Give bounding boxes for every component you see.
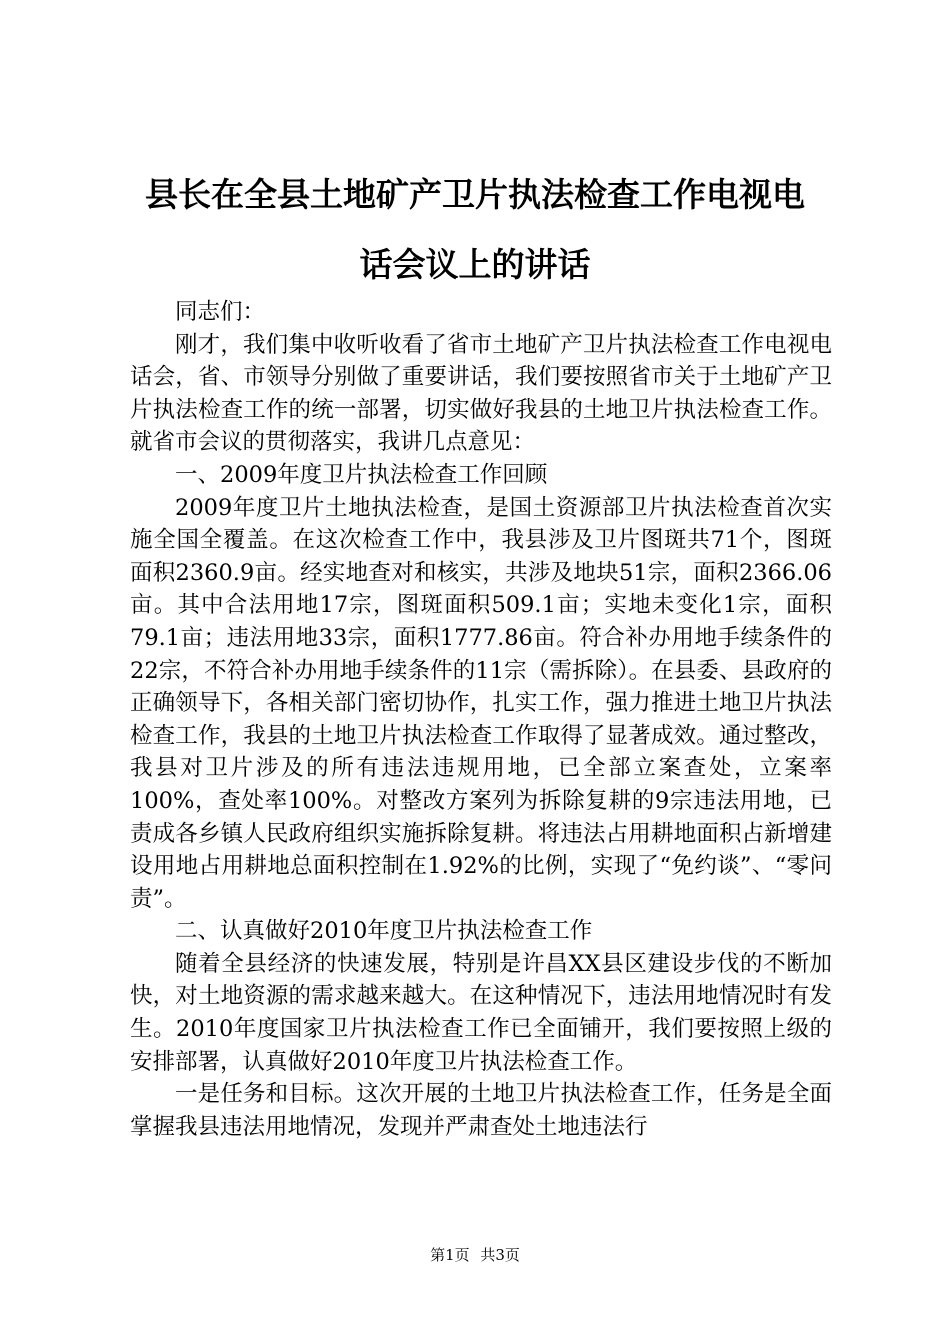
document-title-line-1: 县长在全县土地矿产卫片执法检查工作电视电 <box>145 175 805 214</box>
page-footer <box>0 1245 950 1265</box>
salutation: 同志们： <box>175 299 266 325</box>
paragraph-intro: 刚才，我们集中收听收看了省市土地矿产卫片执法检查工作电视电话会，省、市领导分别做了重要讲话，我们要按照省市关于土地矿产卫片执法检查工作的统一部署，切实做好我县的土地卫片执法检查工作。就省市会议的贯彻落实，我讲几点意见： <box>130 331 832 456</box>
document-title-line-2: 话会议上的讲话 <box>359 245 591 284</box>
page-number: 第1页 <box>430 1246 470 1264</box>
paragraph-context: 随着全县经济的快速发展，特别是许昌XX县区建设步伐的不断加快，对土地资源的需求越来越大。在这种情况下，违法用地情况时有发生。2010年度国家卫片执法检查工作已全面铺开，我们要按照上级的安排部署，认真做好2010年度卫片执法检查工作。 <box>130 950 832 1075</box>
document-body <box>130 296 832 1143</box>
section-heading-1: 一、2009年度卫片执法检查工作回顾 <box>175 461 548 488</box>
page-total: 共3页 <box>480 1246 520 1264</box>
paragraph-review: 2009年度卫片土地执法检查，是国土资源部卫片执法检查首次实施全国全覆盖。在这次检查工作中，我县涉及卫片图斑共71个，图斑面积2360.9亩。经实地查对和核实，共涉及地块51宗，面积2366.06亩。其中合法用地17宗，图斑面积509.1亩；实地未变化1宗，面积79.1亩；违法用地33宗，面积1777.86亩。符合补办用地手续条件的22宗，不符合补办用地手续条件的11宗（需拆除）。在县委、县政府的正确领导下，各相关部门密切协作，扎实工作，强力推进土地卫片执法检查工作，我县的土地卫片执法检查工作取得了显著成效。通过整改，我县对卫片涉及的所有违法违规用地，已全部立案查处，立案率100%，查处率100%。对整改方案列为拆除复耕的9宗违法用地，已责成各乡镇人民政府组织实施拆除复耕。将违法占用耕地面积占新增建设用地占用耕地总面积控制在1.92%的比例，实现了“免约谈”、“零问责”。 <box>130 494 832 912</box>
section-heading-2: 二、认真做好2010年度卫片执法检查工作 <box>175 918 593 945</box>
paragraph-task: 一是任务和目标。这次开展的土地卫片执法检查工作，任务是全面掌握我县违法用地情况，发现并严肃查处土地违法行 <box>130 1081 832 1140</box>
